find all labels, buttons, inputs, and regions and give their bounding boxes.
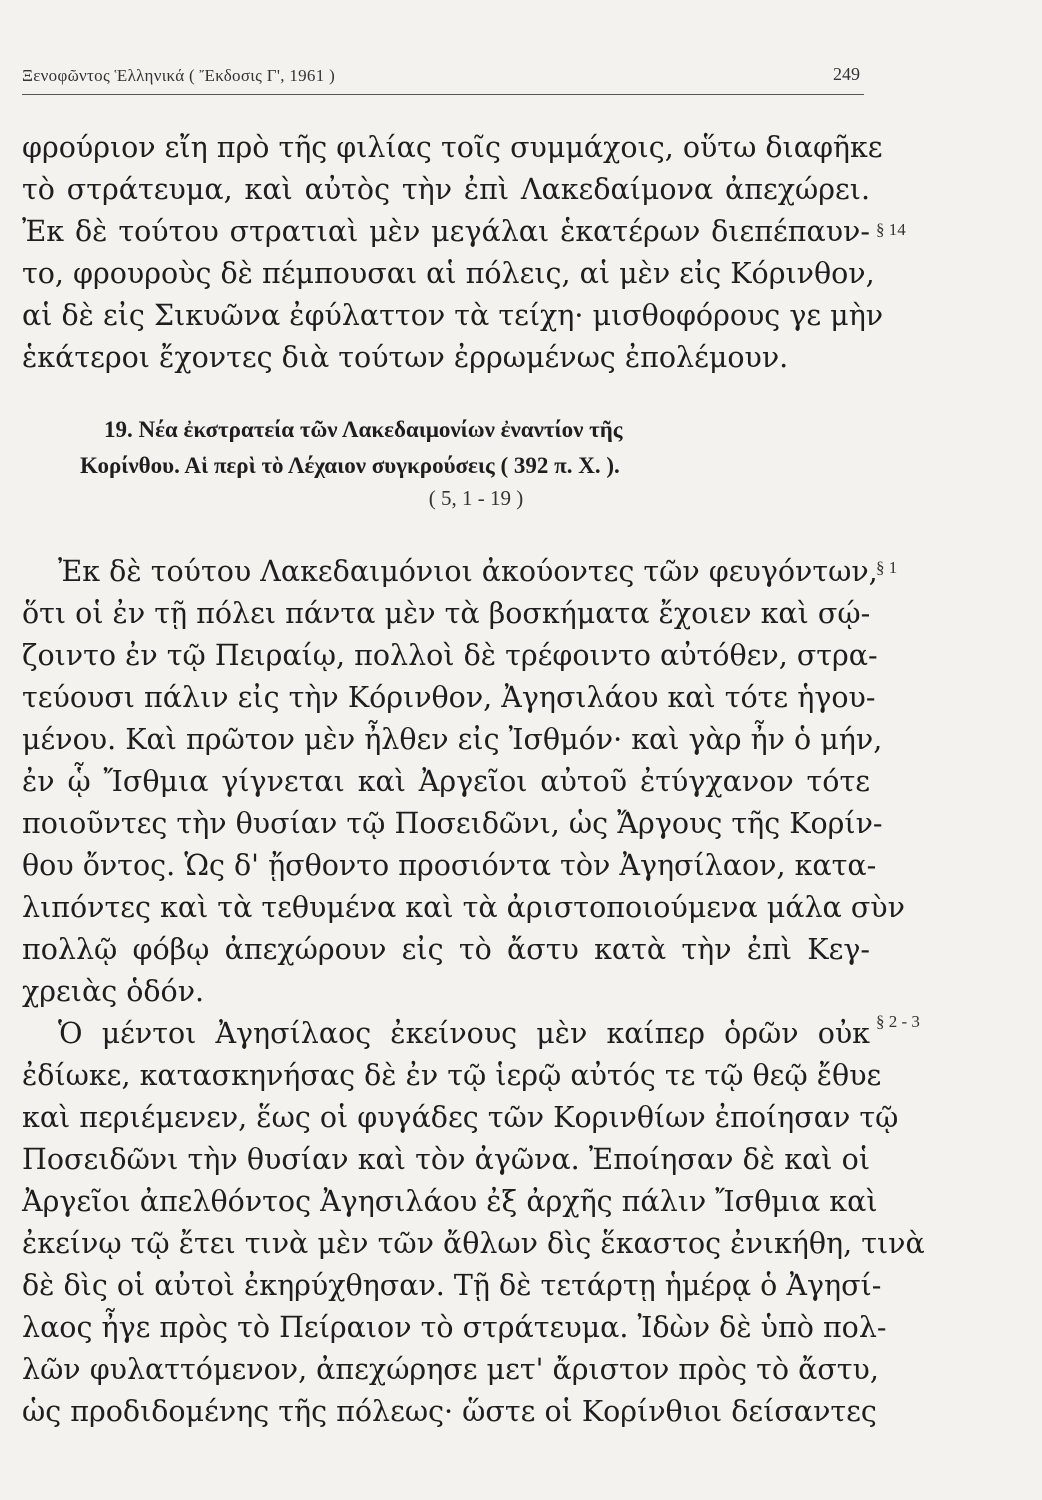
text-line: τὸ στράτευμα, καὶ αὐτὸς τὴν ἐπὶ Λακεδαίμονα ἀπεχώρει. [22,173,870,206]
text-line: καὶ περιέμενεν, ἕως οἱ φυγάδες τῶν Κορινθίων ἐποίησαν τῷ [22,1101,899,1134]
margin-note: § 14 [876,220,906,239]
text-line: ποιοῦντες τὴν θυσίαν τῷ Ποσειδῶνι, ὡς Ἄργους τῆς Κορίν- [22,807,883,840]
text-line: χρειὰς ὁδόν. [22,975,205,1008]
text-line: λῶν φυλαττόμενον, ἀπεχώρησε μετ' ἄριστον πρὸς τὸ ἄστυ, [22,1353,879,1386]
margin-note: § 2 - 3 [876,1012,920,1031]
text-line: το, φρουροὺς δὲ πέμπουσαι αἱ πόλεις, αἱ μὲν εἰς Κόρινθον, [22,257,875,290]
text-line: ἑκάτεροι ἔχοντες διὰ τούτων ἐρρωμένως ἐπολέμουν. [22,341,789,374]
section-reference: ( 5, 1 - 19 ) [428,486,524,510]
running-title: Ξενοφῶντος Ἑλληνικά ( Ἔκδοσις Γ', 1961 ) [22,66,336,85]
text-line: αἱ δὲ εἰς Σικυῶνα ἐφύλαττον τὰ τείχη· μισθοφόρους γε μὴν [22,299,884,332]
text-line: ὅτι οἱ ἐν τῇ πόλει πάντα μὲν τὰ βοσκήματα ἔχοιεν καὶ σῴ- [22,597,871,630]
text-line: ἐκείνῳ τῷ ἔτει τινὰ μὲν τῶν ἄθλων δὶς ἕκαστος ἐνικήθη, τινὰ [22,1227,925,1260]
text-line: ζοιντο ἐν τῷ Πειραίῳ, πολλοὶ δὲ τρέφοιντο αὐτόθεν, στρα- [22,639,878,672]
text-line: πολλῷ φόβῳ ἀπεχώρουν εἰς τὸ ἄστυ κατὰ τὴν ἐπὶ Κεγ- [22,933,870,966]
text-line: τεύουσι πάλιν εἰς τὴν Κόρινθον, Ἀγησιλάου καὶ τότε ἡγου- [22,681,876,714]
text-line: δὲ δὶς οἱ αὐτοὶ ἐκηρύχθησαν. Τῇ δὲ τετάρτῃ ἡμέρᾳ ὁ Ἀγησί- [22,1269,882,1302]
page-number: 249 [833,64,860,84]
text-line: Ὁ μέντοι Ἀγησίλαος ἐκείνους μὲν καίπερ ὁρῶν οὐκ [58,1017,870,1050]
text-line: φρούριον εἴη πρὸ τῆς φιλίας τοῖς συμμάχοις, οὕτω διαφῆκε [22,131,883,164]
text-line: ἐδίωκε, κατασκηνήσας δὲ ἐν τῷ ἱερῷ αὐτός τε τῷ θεῷ ἔθυε [22,1059,882,1092]
text-line: ἐν ᾧ Ἴσθμια γίγνεται καὶ Ἀργεῖοι αὐτοῦ ἐτύγχανον τότε [22,765,870,798]
text-line: μένου. Καὶ πρῶτον μὲν ἦλθεν εἰς Ἰσθμόν· καὶ γὰρ ἦν ὁ μήν, [22,723,883,756]
text-line: Ἐκ δὲ τούτου Λακεδαιμόνιοι ἀκούοντες τῶν φευγόντων, [58,555,878,588]
text-line: λαος ἦγε πρὸς τὸ Πείραιον τὸ στράτευμα. Ἰδὼν δὲ ὑπὸ πολ- [22,1311,887,1344]
text-line: Ἐκ δὲ τούτου στρατιαὶ μὲν μεγάλαι ἑκατέρων διεπέπαυν- [22,215,870,248]
text-line: Ἀργεῖοι ἀπελθόντος Ἀγησιλάου ἐξ ἀρχῆς πάλιν Ἴσθμια καὶ [22,1185,878,1218]
section-heading: Κορίνθου. Αἱ περὶ τὸ Λέχαιον συγκρούσεις ( 392 π. Χ. ). [80,453,620,478]
section-heading: 19. Νέα ἐκστρατεία τῶν Λακεδαιμονίων ἐναντίον τῆς [104,417,623,442]
text-line: ὡς προδιδομένης τῆς πόλεως· ὥστε οἱ Κορίνθιοι δείσαντες [22,1395,877,1428]
page-header [22,58,864,95]
text-line: Ποσειδῶνι τὴν θυσίαν καὶ τὸν ἀγῶνα. Ἐποίησαν δὲ καὶ οἱ [22,1143,870,1176]
text-line: θου ὄντος. Ὡς δ' ᾔσθοντο προσιόντα τὸν Ἀγησίλαον, κατα- [22,849,877,882]
margin-note: § 1 [876,558,898,577]
text-line: λιπόντες καὶ τὰ τεθυμένα καὶ τὰ ἀριστοποιούμενα μάλα σὺν [22,891,905,924]
